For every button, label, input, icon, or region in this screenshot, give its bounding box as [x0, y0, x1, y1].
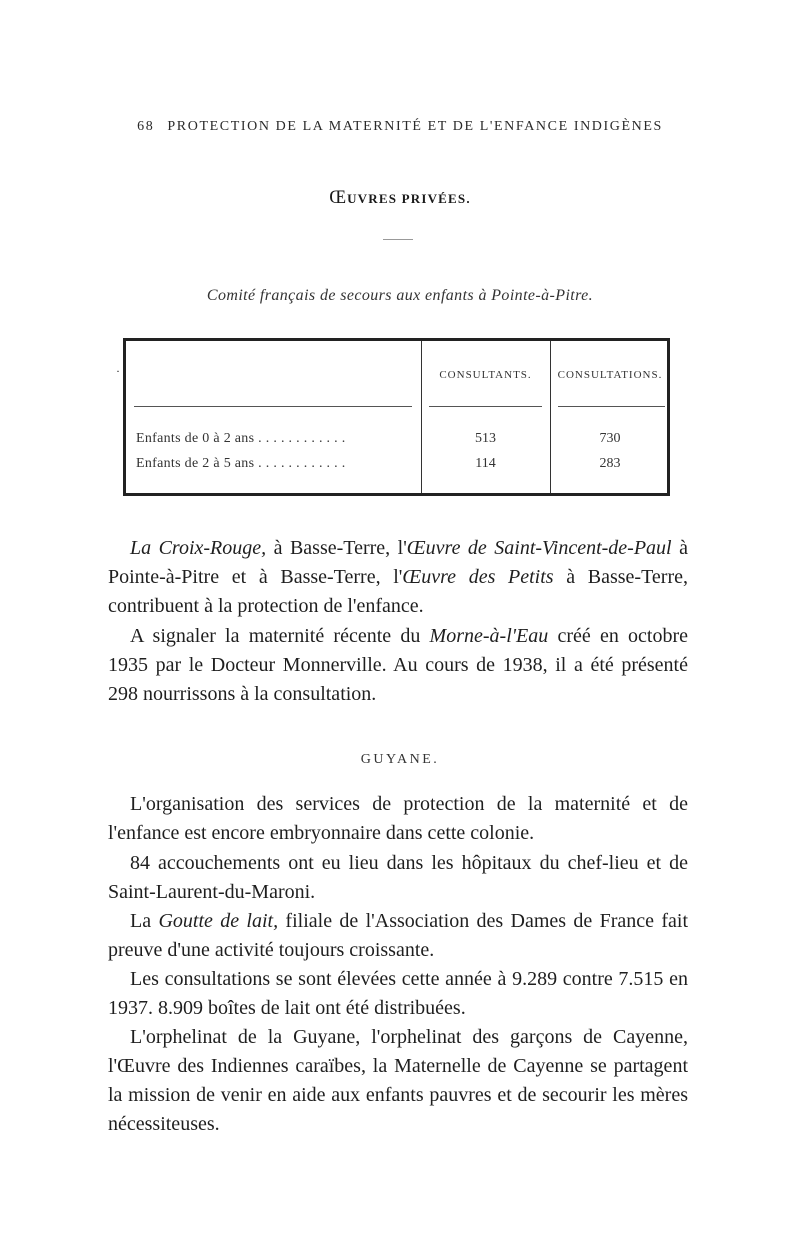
text-run: à Basse-Terre, l' [266, 537, 407, 559]
text-run: La [130, 910, 159, 932]
org-name: Œuvre des Petits [402, 566, 554, 588]
cell-consultants: 114 [475, 456, 496, 471]
section-title-initial: Œ [329, 187, 348, 208]
org-name: La Croix-Rouge, [130, 537, 267, 559]
column-header-consultants: CONSULTANTS. [439, 369, 532, 381]
place-name: Morne-à-l'Eau [429, 625, 549, 647]
text-run: Les consultations se sont élevées cette année à 9.289 contre 7.515 en 1937. 8.909 boîtes de lait ont été distribuées. [108, 968, 688, 1019]
paragraph [108, 1023, 688, 1139]
text-run: filiale de l'Association des Dames de France fait preuve d'une activité toujours croissante. [108, 910, 689, 961]
running-title: PROTECTION DE LA MATERNITÉ ET DE L'ENFANCE INDIGÈNES [167, 119, 663, 134]
row-label: Enfants de 2 à 5 ans . . . . . . . . . . . . [136, 456, 346, 471]
divider-rule [383, 239, 413, 240]
org-name: Œuvre de Saint-Vincent-de-Paul [406, 537, 672, 559]
cell-consultants: 513 [475, 431, 496, 446]
paragraph [108, 534, 688, 621]
cell-consultations: 283 [599, 456, 621, 471]
header-rule [429, 406, 542, 407]
paragraph [108, 849, 688, 907]
text-run: A signaler la maternité récente du [130, 625, 430, 647]
text-run: 84 accouchements ont eu lieu dans les hôpitaux du chef-lieu et de Saint-Laurent-du-Maroni. [108, 852, 688, 903]
section-heading-guyane: GUYANE. [360, 752, 440, 767]
section-title [0, 187, 800, 209]
running-header [0, 119, 800, 135]
text-run: à Pointe-à-Pitre et à Basse-Terre, l' [108, 537, 688, 588]
margin-dot: · [116, 364, 120, 378]
section-title-rest: UVRES PRIVÉES. [347, 191, 471, 206]
page-number: 68 [137, 119, 155, 134]
paragraph [108, 622, 688, 709]
paragraph [108, 965, 688, 1023]
text-run: L'orphelinat de la Guyane, l'orphelinat des garçons de Cayenne, l'Œuvre des Indiennes caraïbes, la Maternelle de Cayenne se partagent la mission de venir en aide aux enfants pauvres et de secourir les mères nécessiteuses. [108, 1026, 688, 1135]
text-run: L'organisation des services de protection de la maternité et de l'enfance est encore embryonnaire dans cette colonie. [108, 793, 688, 844]
table-subtitle: Comité français de secours aux enfants à Pointe-à-Pitre. [206, 287, 594, 304]
column-header-consultations: CONSULTATIONS. [557, 369, 663, 381]
row-label: Enfants de 0 à 2 ans . . . . . . . . . . . . [136, 431, 346, 446]
header-rule [134, 406, 412, 407]
text-run: à Basse-Terre, contribuent à la protection de l'enfance. [108, 566, 688, 617]
org-name: Goutte de lait, [158, 910, 279, 932]
header-rule [558, 406, 665, 407]
paragraph [108, 790, 688, 848]
paragraph [108, 907, 688, 965]
text-run: créé en octobre 1935 par le Docteur Monnerville. Au cours de 1938, il a été présenté 298 nourrissons à la consultation. [108, 625, 688, 705]
statistics-table [123, 338, 670, 496]
cell-consultations: 730 [599, 431, 621, 446]
